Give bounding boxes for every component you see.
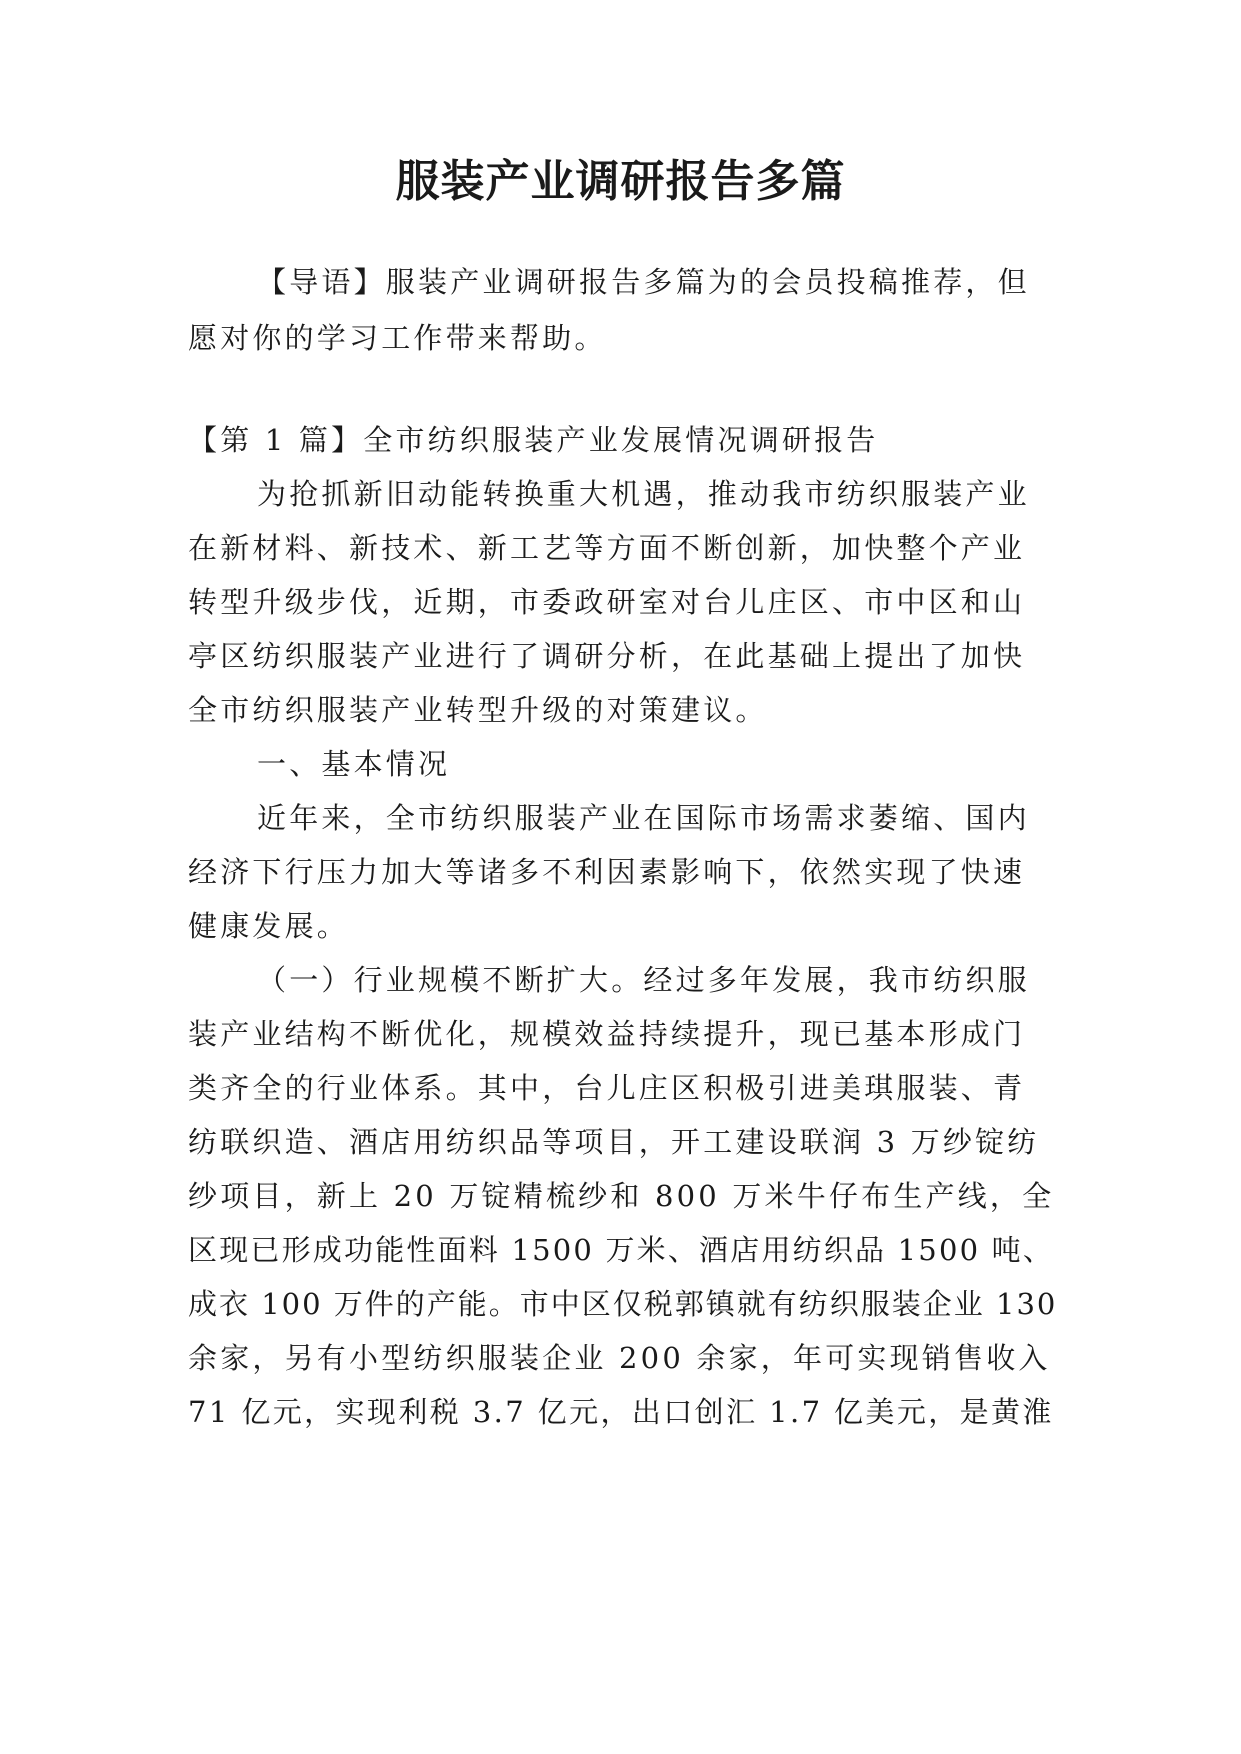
paragraph-line: 装产业结构不断优化，规模效益持续提升，现已基本形成门 xyxy=(188,1017,1026,1051)
paragraph-line: 成衣 100 万件的产能。市中区仅税郭镇就有纺织服装企业 130 xyxy=(188,1287,1058,1321)
paragraph-line: 为抢抓新旧动能转换重大机遇，推动我市纺织服装产业 xyxy=(257,477,1030,511)
intro-line-1: 【导语】服装产业调研报告多篇为的会员投稿推荐，但 xyxy=(257,265,1030,299)
paragraph-line: 区现已形成功能性面料 1500 万米、酒店用纺织品 1500 吨、 xyxy=(188,1233,1055,1267)
paragraph-line: 纱项目，新上 20 万锭精梳纱和 800 万米牛仔布生产线，全 xyxy=(188,1179,1055,1213)
paragraph-line: 纺联织造、酒店用纺织品等项目，开工建设联润 3 万纱锭纺 xyxy=(188,1125,1040,1159)
document-title: 服装产业调研报告多篇 xyxy=(395,156,846,207)
paragraph-line: 经济下行压力加大等诸多不利因素影响下，依然实现了快速 xyxy=(188,855,1026,889)
paragraph-line: 余家，另有小型纺织服装企业 200 余家，年可实现销售收入 xyxy=(188,1341,1051,1375)
paragraph-line: 71 亿元，实现利税 3.7 亿元，出口创汇 1.7 亿美元，是黄淮 xyxy=(188,1395,1054,1429)
paragraph-line: 亭区纺织服装产业进行了调研分析，在此基础上提出了加快 xyxy=(188,639,1026,673)
paragraph-line: 类齐全的行业体系。其中，台儿庄区积极引进美琪服装、青 xyxy=(188,1071,1026,1105)
intro-line-2: 愿对你的学习工作带来帮助。 xyxy=(188,321,607,355)
paragraph-line: （一）行业规模不断扩大。经过多年发展，我市纺织服 xyxy=(257,963,1030,997)
paragraph-line: 近年来，全市纺织服装产业在国际市场需求萎缩、国内 xyxy=(257,801,1030,835)
section-heading: 【第 1 篇】全市纺织服装产业发展情况调研报告 xyxy=(188,423,879,457)
subsection-heading: 一、基本情况 xyxy=(257,747,451,781)
paragraph-line: 全市纺织服装产业转型升级的对策建议。 xyxy=(188,693,768,727)
paragraph-line: 转型升级步伐，近期，市委政研室对台儿庄区、市中区和山 xyxy=(188,585,1026,619)
paragraph-line: 健康发展。 xyxy=(188,909,350,943)
paragraph-line: 在新材料、新技术、新工艺等方面不断创新，加快整个产业 xyxy=(188,531,1026,565)
